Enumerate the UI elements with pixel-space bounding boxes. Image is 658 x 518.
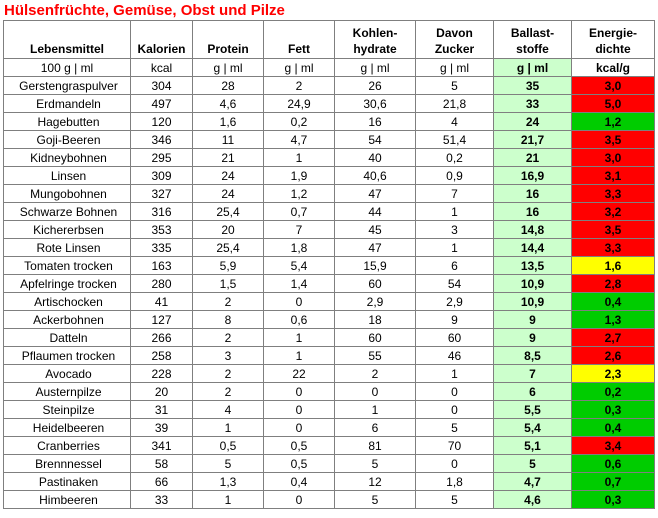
header-label-line2: dichte <box>595 42 631 56</box>
cell-fat: 0,7 <box>264 203 335 221</box>
cell-protein: 21 <box>193 149 264 167</box>
table-row <box>4 275 655 293</box>
cell-carbs: 44 <box>335 203 416 221</box>
cell-sugar: 5 <box>416 77 494 95</box>
cell-carbs: 54 <box>335 131 416 149</box>
cell-fat: 2 <box>264 77 335 95</box>
table-row <box>4 491 655 509</box>
cell-fiber: 6 <box>494 383 572 401</box>
cell-energy: 3,4 <box>572 437 655 455</box>
cell-kcal: 346 <box>131 131 193 149</box>
cell-carbs: 45 <box>335 221 416 239</box>
cell-energy: 1,2 <box>572 113 655 131</box>
header-label-line2: hydrate <box>353 42 397 56</box>
table-row <box>4 131 655 149</box>
cell-fiber: 33 <box>494 95 572 113</box>
header-label-line1: Ballast- <box>510 26 555 40</box>
cell-carbs: 16 <box>335 113 416 131</box>
cell-fat: 0,4 <box>264 473 335 491</box>
table-row <box>4 239 655 257</box>
cell-protein: 24 <box>193 185 264 203</box>
cell-kcal: 66 <box>131 473 193 491</box>
cell-kcal: 120 <box>131 113 193 131</box>
cell-fat: 0,5 <box>264 437 335 455</box>
cell-sugar: 1,8 <box>416 473 494 491</box>
cell-fiber: 14,8 <box>494 221 572 239</box>
cell-name: Goji-Beeren <box>4 131 131 149</box>
cell-kcal: 280 <box>131 275 193 293</box>
cell-fat: 1 <box>264 149 335 167</box>
cell-name: Cranberries <box>4 437 131 455</box>
cell-fiber: 10,9 <box>494 275 572 293</box>
cell-fiber: 13,5 <box>494 257 572 275</box>
cell-kcal: 41 <box>131 293 193 311</box>
unit-cell: kcal/g <box>572 59 655 77</box>
cell-protein: 2 <box>193 383 264 401</box>
cell-carbs: 40,6 <box>335 167 416 185</box>
cell-fiber: 5,1 <box>494 437 572 455</box>
cell-sugar: 60 <box>416 329 494 347</box>
table-row <box>4 293 655 311</box>
unit-cell: g | ml <box>264 59 335 77</box>
table-row <box>4 473 655 491</box>
cell-sugar: 7 <box>416 185 494 203</box>
cell-fiber: 10,9 <box>494 293 572 311</box>
table-row <box>4 311 655 329</box>
header-row <box>4 21 655 59</box>
cell-energy: 3,5 <box>572 221 655 239</box>
cell-fiber: 5,4 <box>494 419 572 437</box>
cell-fat: 0 <box>264 419 335 437</box>
cell-carbs: 40 <box>335 149 416 167</box>
table-row <box>4 365 655 383</box>
cell-sugar: 2,9 <box>416 293 494 311</box>
table-row <box>4 455 655 473</box>
cell-kcal: 335 <box>131 239 193 257</box>
unit-cell: g | ml <box>416 59 494 77</box>
cell-protein: 20 <box>193 221 264 239</box>
cell-sugar: 3 <box>416 221 494 239</box>
cell-name: Tomaten trocken <box>4 257 131 275</box>
cell-fat: 0 <box>264 293 335 311</box>
table-body <box>4 77 655 509</box>
cell-name: Pastinaken <box>4 473 131 491</box>
cell-fiber: 16,9 <box>494 167 572 185</box>
cell-sugar: 1 <box>416 203 494 221</box>
cell-energy: 0,4 <box>572 419 655 437</box>
cell-protein: 1,3 <box>193 473 264 491</box>
cell-sugar: 0 <box>416 401 494 419</box>
table-row <box>4 113 655 131</box>
cell-kcal: 497 <box>131 95 193 113</box>
cell-kcal: 266 <box>131 329 193 347</box>
cell-kcal: 31 <box>131 401 193 419</box>
cell-carbs: 0 <box>335 383 416 401</box>
cell-name: Kichererbsen <box>4 221 131 239</box>
cell-protein: 3 <box>193 347 264 365</box>
cell-sugar: 21,8 <box>416 95 494 113</box>
cell-energy: 3,5 <box>572 131 655 149</box>
cell-protein: 0,5 <box>193 437 264 455</box>
cell-fat: 1 <box>264 347 335 365</box>
cell-kcal: 309 <box>131 167 193 185</box>
table-row <box>4 167 655 185</box>
header-protein <box>193 21 264 59</box>
cell-fiber: 21 <box>494 149 572 167</box>
cell-energy: 2,3 <box>572 365 655 383</box>
cell-fat: 0 <box>264 401 335 419</box>
cell-name: Apfelringe trocken <box>4 275 131 293</box>
cell-fat: 1,9 <box>264 167 335 185</box>
header-zucker <box>416 21 494 59</box>
cell-name: Hagebutten <box>4 113 131 131</box>
cell-protein: 2 <box>193 329 264 347</box>
unit-cell: g | ml <box>494 59 572 77</box>
unit-cell: 100 g | ml <box>4 59 131 77</box>
unit-cell: g | ml <box>335 59 416 77</box>
cell-energy: 0,3 <box>572 491 655 509</box>
cell-name: Kidneybohnen <box>4 149 131 167</box>
cell-name: Artischocken <box>4 293 131 311</box>
cell-fat: 0,2 <box>264 113 335 131</box>
cell-energy: 1,6 <box>572 257 655 275</box>
cell-protein: 4 <box>193 401 264 419</box>
cell-protein: 2 <box>193 365 264 383</box>
table-row <box>4 185 655 203</box>
cell-fiber: 9 <box>494 329 572 347</box>
cell-name: Linsen <box>4 167 131 185</box>
cell-fat: 1,4 <box>264 275 335 293</box>
cell-fiber: 7 <box>494 365 572 383</box>
cell-fat: 0,5 <box>264 455 335 473</box>
cell-carbs: 47 <box>335 239 416 257</box>
cell-fiber: 4,6 <box>494 491 572 509</box>
cell-fiber: 21,7 <box>494 131 572 149</box>
cell-carbs: 30,6 <box>335 95 416 113</box>
cell-protein: 1,5 <box>193 275 264 293</box>
cell-fiber: 5,5 <box>494 401 572 419</box>
cell-kcal: 316 <box>131 203 193 221</box>
cell-energy: 0,2 <box>572 383 655 401</box>
cell-sugar: 51,4 <box>416 131 494 149</box>
cell-carbs: 60 <box>335 275 416 293</box>
cell-fat: 0 <box>264 491 335 509</box>
cell-name: Avocado <box>4 365 131 383</box>
cell-name: Ackerbohnen <box>4 311 131 329</box>
cell-fiber: 35 <box>494 77 572 95</box>
cell-protein: 24 <box>193 167 264 185</box>
cell-protein: 1,6 <box>193 113 264 131</box>
cell-carbs: 5 <box>335 455 416 473</box>
cell-fiber: 5 <box>494 455 572 473</box>
cell-sugar: 5 <box>416 491 494 509</box>
cell-kcal: 33 <box>131 491 193 509</box>
table-row <box>4 257 655 275</box>
cell-sugar: 0 <box>416 455 494 473</box>
cell-energy: 3,3 <box>572 239 655 257</box>
cell-protein: 5,9 <box>193 257 264 275</box>
cell-name: Steinpilze <box>4 401 131 419</box>
header-label: Kalorien <box>137 42 186 56</box>
cell-fiber: 4,7 <box>494 473 572 491</box>
cell-sugar: 9 <box>416 311 494 329</box>
table-row <box>4 149 655 167</box>
table-row <box>4 419 655 437</box>
cell-fiber: 8,5 <box>494 347 572 365</box>
header-label-line1: Kohlen- <box>352 26 398 40</box>
cell-energy: 2,8 <box>572 275 655 293</box>
cell-protein: 4,6 <box>193 95 264 113</box>
cell-sugar: 1 <box>416 365 494 383</box>
cell-fat: 22 <box>264 365 335 383</box>
cell-energy: 3,3 <box>572 185 655 203</box>
cell-kcal: 304 <box>131 77 193 95</box>
cell-kcal: 127 <box>131 311 193 329</box>
cell-protein: 8 <box>193 311 264 329</box>
header-energiedichte <box>572 21 655 59</box>
cell-fat: 1,8 <box>264 239 335 257</box>
cell-energy: 2,7 <box>572 329 655 347</box>
header-label-line1: Davon <box>436 26 473 40</box>
cell-kcal: 58 <box>131 455 193 473</box>
cell-carbs: 6 <box>335 419 416 437</box>
table-row <box>4 95 655 113</box>
header-kohlenhydrate <box>335 21 416 59</box>
cell-energy: 0,4 <box>572 293 655 311</box>
cell-name: Brennnessel <box>4 455 131 473</box>
cell-fat: 0 <box>264 383 335 401</box>
table-row <box>4 383 655 401</box>
cell-fat: 4,7 <box>264 131 335 149</box>
cell-fat: 5,4 <box>264 257 335 275</box>
cell-sugar: 0,9 <box>416 167 494 185</box>
cell-kcal: 295 <box>131 149 193 167</box>
cell-carbs: 55 <box>335 347 416 365</box>
header-ballaststoffe <box>494 21 572 59</box>
cell-kcal: 39 <box>131 419 193 437</box>
cell-fiber: 16 <box>494 203 572 221</box>
header-label: Lebensmittel <box>29 42 104 56</box>
cell-fat: 1 <box>264 329 335 347</box>
cell-carbs: 15,9 <box>335 257 416 275</box>
table-row <box>4 347 655 365</box>
header-fett <box>264 21 335 59</box>
cell-sugar: 0,2 <box>416 149 494 167</box>
cell-carbs: 5 <box>335 491 416 509</box>
cell-fat: 1,2 <box>264 185 335 203</box>
cell-carbs: 2,9 <box>335 293 416 311</box>
header-label: Fett <box>288 42 310 56</box>
table-row <box>4 437 655 455</box>
cell-carbs: 47 <box>335 185 416 203</box>
cell-fat: 24,9 <box>264 95 335 113</box>
cell-carbs: 2 <box>335 365 416 383</box>
cell-sugar: 6 <box>416 257 494 275</box>
cell-name: Himbeeren <box>4 491 131 509</box>
cell-protein: 25,4 <box>193 203 264 221</box>
cell-sugar: 46 <box>416 347 494 365</box>
cell-carbs: 1 <box>335 401 416 419</box>
cell-sugar: 0 <box>416 383 494 401</box>
page-title: Hülsenfrüchte, Gemüse, Obst und Pilze <box>4 2 285 19</box>
cell-energy: 3,1 <box>572 167 655 185</box>
cell-energy: 0,6 <box>572 455 655 473</box>
cell-name: Mungobohnen <box>4 185 131 203</box>
table-row <box>4 221 655 239</box>
cell-carbs: 18 <box>335 311 416 329</box>
cell-protein: 25,4 <box>193 239 264 257</box>
cell-kcal: 228 <box>131 365 193 383</box>
table-row <box>4 203 655 221</box>
cell-kcal: 327 <box>131 185 193 203</box>
cell-carbs: 12 <box>335 473 416 491</box>
cell-fiber: 9 <box>494 311 572 329</box>
cell-protein: 11 <box>193 131 264 149</box>
cell-sugar: 70 <box>416 437 494 455</box>
cell-name: Schwarze Bohnen <box>4 203 131 221</box>
cell-energy: 3,0 <box>572 77 655 95</box>
table-row <box>4 401 655 419</box>
header-label-line2: Zucker <box>434 42 475 56</box>
cell-protein: 28 <box>193 77 264 95</box>
cell-sugar: 5 <box>416 419 494 437</box>
table-row <box>4 77 655 95</box>
unit-cell: kcal <box>131 59 193 77</box>
cell-energy: 0,3 <box>572 401 655 419</box>
header-label-line2: stoffe <box>516 42 549 56</box>
cell-energy: 1,3 <box>572 311 655 329</box>
cell-name: Austernpilze <box>4 383 131 401</box>
cell-name: Datteln <box>4 329 131 347</box>
cell-sugar: 4 <box>416 113 494 131</box>
cell-sugar: 1 <box>416 239 494 257</box>
cell-sugar: 54 <box>416 275 494 293</box>
cell-energy: 3,2 <box>572 203 655 221</box>
cell-name: Heidelbeeren <box>4 419 131 437</box>
cell-name: Erdmandeln <box>4 95 131 113</box>
cell-kcal: 20 <box>131 383 193 401</box>
header-label-line1: Energie- <box>588 26 637 40</box>
cell-fat: 0,6 <box>264 311 335 329</box>
cell-carbs: 60 <box>335 329 416 347</box>
header-label: Protein <box>207 42 249 56</box>
cell-carbs: 26 <box>335 77 416 95</box>
cell-fiber: 16 <box>494 185 572 203</box>
unit-cell: g | ml <box>193 59 264 77</box>
cell-carbs: 81 <box>335 437 416 455</box>
cell-energy: 5,0 <box>572 95 655 113</box>
header-lebensmittel <box>4 21 131 59</box>
cell-fiber: 14,4 <box>494 239 572 257</box>
table-row <box>4 329 655 347</box>
cell-protein: 5 <box>193 455 264 473</box>
cell-name: Pflaumen trocken <box>4 347 131 365</box>
cell-name: Rote Linsen <box>4 239 131 257</box>
cell-kcal: 341 <box>131 437 193 455</box>
cell-kcal: 163 <box>131 257 193 275</box>
cell-protein: 1 <box>193 419 264 437</box>
cell-energy: 3,0 <box>572 149 655 167</box>
cell-fiber: 24 <box>494 113 572 131</box>
cell-kcal: 353 <box>131 221 193 239</box>
cell-energy: 2,6 <box>572 347 655 365</box>
cell-kcal: 258 <box>131 347 193 365</box>
header-kalorien <box>131 21 193 59</box>
units-row <box>4 59 655 77</box>
cell-protein: 2 <box>193 293 264 311</box>
cell-fat: 7 <box>264 221 335 239</box>
cell-name: Gerstengraspulver <box>4 77 131 95</box>
nutrition-table <box>3 20 655 509</box>
cell-protein: 1 <box>193 491 264 509</box>
cell-energy: 0,7 <box>572 473 655 491</box>
